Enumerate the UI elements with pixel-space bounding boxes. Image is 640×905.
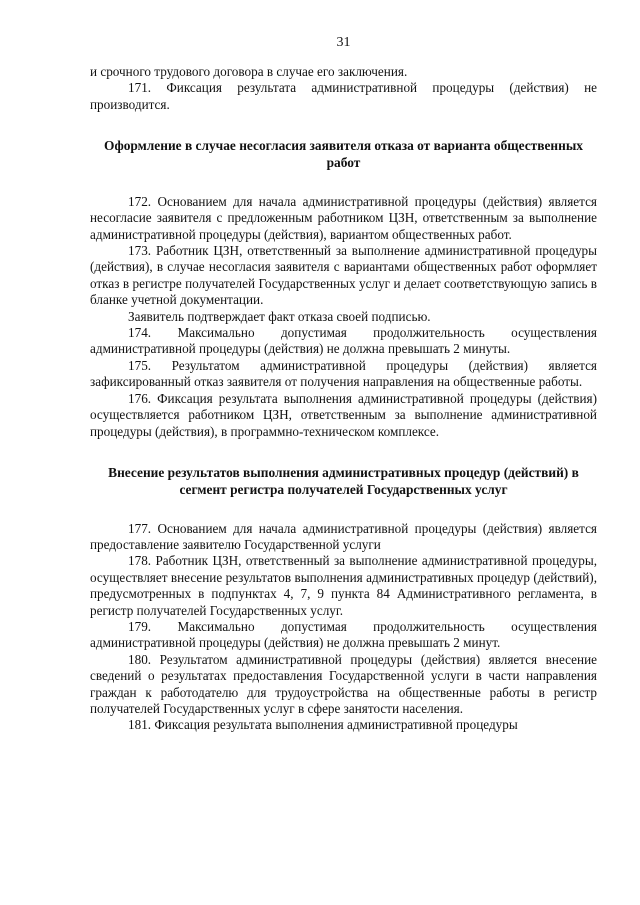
paragraph-173: 173. Работник ЦЗН, ответственный за выполнение административной процедуры (действия), в случае несогласия заявителя с вариантами общественных работ оформляет отказ в регистре получателей Государственных услуг и делает соответствующую запись в бланке учетной документации. [90, 243, 597, 308]
paragraph-180: 180. Результатом административной процедуры (действия) является внесение сведений о результатах предоставления Государственной услуги в части направления граждан к работодателю для трудоустройства на общественные работы в регистр получателей Государственных услуг в сфере занятости населения. [90, 651, 597, 716]
page-number: 31 [336, 35, 351, 50]
paragraph-178: 178. Работник ЦЗН, ответственный за выполнение административной процедуры, осуществляет внесение результатов выполнения административных процедур (действий), предусмотренных в подпунктах 4, 7, 9 пункта 84 Административного регламента, в регистр получателей Государственных услуг. [90, 553, 597, 618]
paragraph-continuation: и срочного трудового договора в случае его заключения. [90, 64, 408, 79]
paragraph-176: 176. Фиксация результата выполнения административной процедуры (действия) осуществляется работником ЦЗН, ответственным за выполнение административной процедуры (действия), в программно-техническом комплексе. [90, 390, 597, 439]
paragraph-171: 171. Фиксация результата административной процедуры (действия) не производится. [90, 80, 597, 112]
paragraph-175: 175. Результатом административной процедуры (действия) является зафиксированный отказ заявителя от получения направления на общественные работы. [90, 357, 597, 390]
section-heading-refusal: Оформление в случае несогласия заявителя отказа от варианта общественных работ [104, 138, 583, 171]
paragraph-172: 172. Основанием для начала административной процедуры (действия) является несогласие заявителя с предложенным работником ЦЗН, ответственным за выполнение административной процедуры (действия), вариантом общественных работ. [90, 193, 597, 242]
document-page [90, 34, 597, 894]
section-heading-registry: Внесение результатов выполнения административных процедур (действий) в сегмент регистра получателей Государственных услуг [108, 464, 579, 497]
paragraph-177: 177. Основанием для начала административной процедуры (действия) является предоставление заявителю Государственной услуги [90, 520, 597, 552]
paragraph-181: 181. Фиксация результата выполнения административной процедуры [128, 717, 518, 733]
paragraph-signature-note: Заявитель подтверждает факт отказа своей подписью. [128, 308, 431, 324]
paragraph-179: 179. Максимально допустимая продолжительность осуществления административной процедуры (действия) не должна превышать 2 минут. [90, 618, 597, 651]
paragraph-174: 174. Максимально допустимая продолжительность осуществления административной процедуры (действия) не должна превышать 2 минуты. [90, 325, 597, 357]
